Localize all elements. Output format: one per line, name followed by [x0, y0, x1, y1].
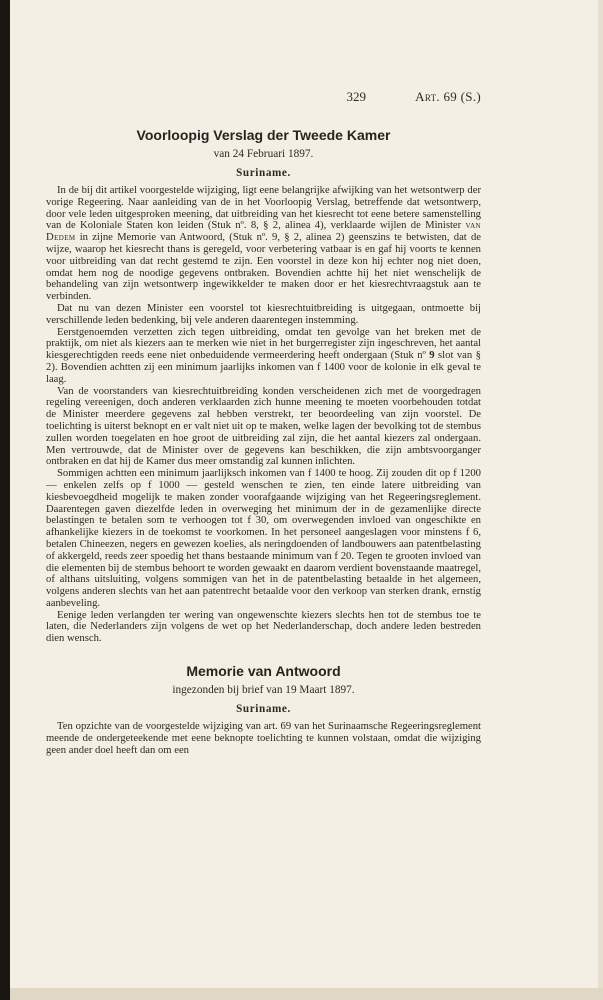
scan-edge-left: [0, 0, 10, 1000]
memorie-section-heading: Suriname.: [236, 703, 291, 716]
verslag-paragraph-6: Eenige leden verlangden ter wering van ongewenschte kiezers slechts hen tot de stembus toe te laten, die Nederlanders zijn volgens de wet op het Nederlanderschap, doch andere leden bestreden dien wensch.: [46, 609, 481, 645]
verslag-paragraph-4: Van de voorstanders van kiesrechtuitbreiding konden verscheidenen zich met de voorgedragen regeling vereenigen, doch anderen verklaarden zich hunne meening te moeten voorbehouden totdat de Minister meerdere gegevens zal hebben verstrekt, ter beoordeeling van zijn voorstel. De toelichting is uiterst beknopt en er valt niet uit op te maken, welke lagen der bevolking tot de stembus zullen worden toegelaten en hoe groot de uitbreiding zal zijn, die het aantal kiezers zal ondergaan. Men vertrouwde, dat de Minister over de gegevens kan beschikken, die zijn ambtsvoorganger ontbraken en dat hij de Kamer dus meer omstandig zal kunnen inlichten.: [46, 385, 481, 468]
page-edge-bottom: [10, 988, 603, 1000]
memorie-paragraph-1: Ten opzichte van de voorgestelde wijziging van art. 69 van het Surinaamsche Regeeringsreglement meende de ondergeteekende met eene beknopte toelichting te kunnen volstaan, omdat die wijziging geen ander doel heeft dan om een: [46, 721, 481, 756]
verslag-paragraph-1: In de bij dit artikel voorgestelde wijziging, ligt eene belangrijke afwijking van het wetsontwerp der vorige Regeering. Naar aanleiding van de in het Voorloopig Verslag, betreffende dat wetsontwerp, door vele leden uitgesproken meening, dat uitbreiding van het kiesrecht tot eene betere samenstelling van de Koloniale Staten kon leiden (Stuk nº. 8, § 2, alinea 4), verklaarde wijlen de Minister van Dedem in zijne Memorie van Antwoord, (Stuk nº. 9, § 2, alinea 2) geenszins te betwisten, dat de wijze, waarop het kiesrecht thans is geregeld, voor verbetering vatbaar is en gaf hij voorts te kennen voor uitbreiding van dat recht gestemd te zijn. Een voorstel in deze kon hij echter nog niet doen, omdat hem nog de noodige gegevens ontbraken. Bovendien achtte hij het niet wenschelijk de behandeling van zijn wetsontwerp ingewikkelder te maken door er het kiesrechtvraagstuk aan te verbinden.: [46, 185, 481, 303]
verslag-title: Voorloopig Verslag der Tweede Kamer: [136, 127, 391, 143]
article-reference: Art. 69 (S.): [415, 89, 481, 104]
verslag-date: van 24 Februari 1897.: [213, 148, 314, 160]
verslag-section-heading: Suriname.: [236, 167, 291, 179]
memorie-date: ingezonden bij brief van 19 Maart 1897.: [172, 684, 355, 697]
minister-name: van Dedem: [46, 220, 481, 244]
page-content: [46, 89, 481, 756]
page-number: 329: [346, 89, 366, 104]
verslag-paragraph-3: Eerstgenoemden verzetten zich tegen uitbreiding, omdat ten gevolge van het breken met de praktijk, om niet als kiezers aan te merken wie niet in het burgerregister zijn ingeschreven, het aantal kiesgerechtigden reeds eene niet onbeduidende vermeerdering heeft ondergaan (Stuk nº 9 slot van § 2). Bovendien achtten zij een minimum jaarlijks inkomen van f 1400 voor de kolonie in elk geval te laag.: [46, 326, 481, 385]
page-edge-right: [598, 0, 603, 1000]
running-header: [46, 89, 481, 105]
verslag-paragraph-5: Sommigen achtten een minimum jaarlijksch inkomen van f 1400 te hoog. Zij zouden dit op f 1200 — enkelen zelfs op f 1000 — gesteld wenschen te zien, ten einde latere uitbreiding van kiesbevoegdheid mogelijk te maken zonder voorafgaande wijziging van het Regeeringsreglement. Daarentegen gaven diezelfde leden in overweging het minimum der in de gezamenlijke directe belastingen te betalen som te verhoogen tot f 30, om overwegenden invloed van ongeschikte en afhankelijke kiezers in de toekomst te voorkomen. In het personeel aangeslagen voor minstens f 6, betalen Chineezen, negers en gewezen koelies, als neringdoenden of landbouwers aan patentbelasting of akkergeld, reeds zeer spoedig het thans bestaande minimum van f 20. Tegen te grooten invloed van die elementen bij de stembus behoort te worden gewaakt en daarom verdient bovenstaande maatregel, of althans uitsluiting, volgens sommigen van het in de patentbelasting betaalde in het algemeen, volgens anderen slechts van het aan patentrecht betaalde voor den verkoop van sterken drank, ernstig aanbeveling.: [46, 468, 481, 609]
memorie-title: Memorie van Antwoord: [186, 663, 341, 680]
verslag-paragraph-2: Dat nu van dezen Minister een voorstel tot kiesrechtuitbreiding is uitgegaan, ontmoette bij verschillende leden bedenking, bij vele anderen daarentegen instemming.: [46, 302, 481, 326]
